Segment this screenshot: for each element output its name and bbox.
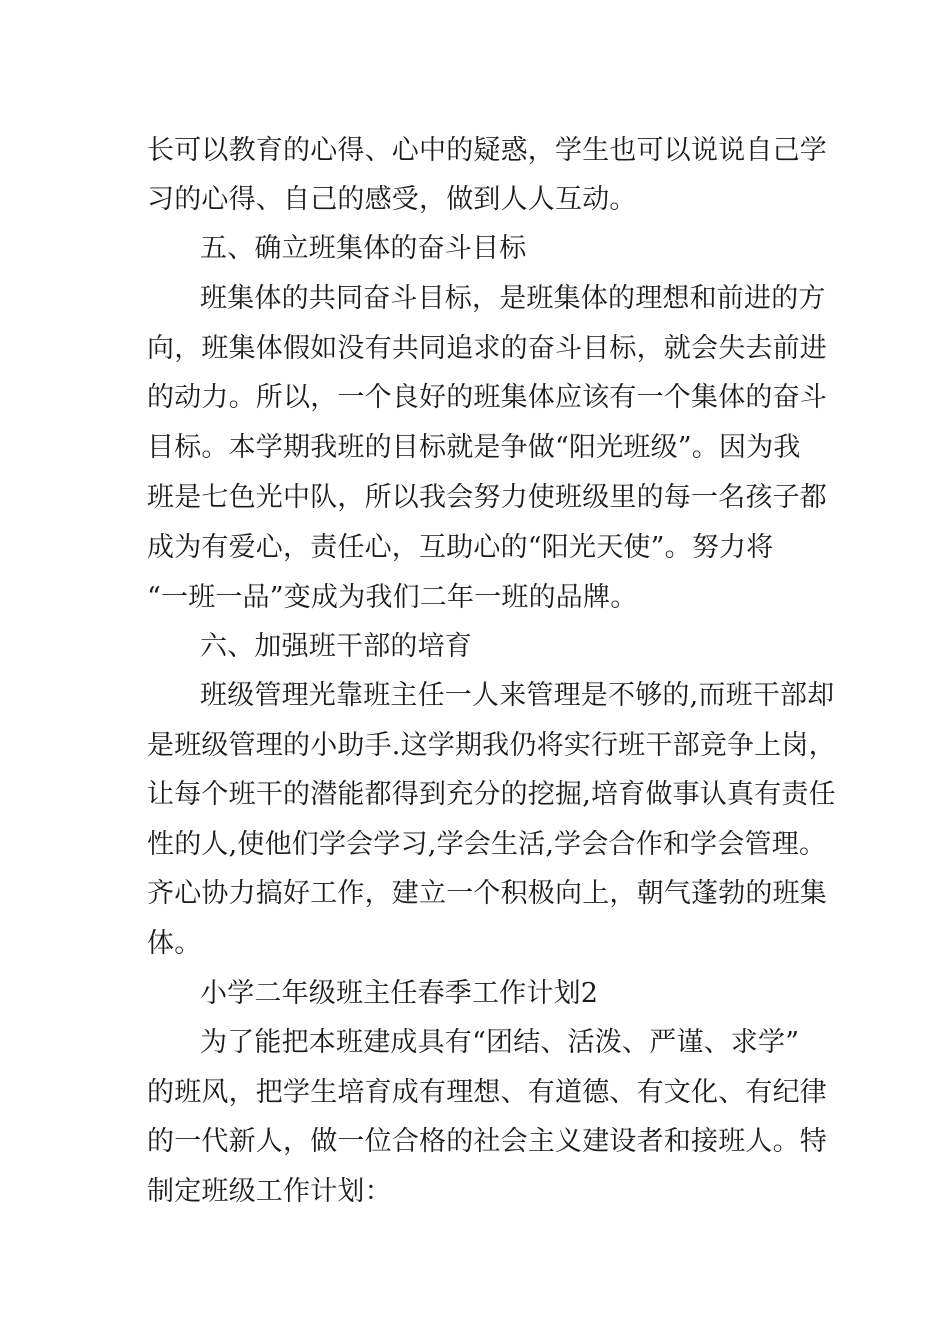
text-line: 制定班级工作计划： <box>147 1176 392 1207</box>
text-line: 体。 <box>147 928 202 959</box>
text-line: 长可以教育的心得、心中的疑惑，学生也可以说说自己学 <box>147 135 827 166</box>
text-line: 向，班集体假如没有共同追求的奋斗目标，就会失去前进 <box>147 333 827 364</box>
text-line: 班集体的共同奋斗目标，是班集体的理想和前进的方 <box>200 283 826 314</box>
text-line: 成为有爱心，责任心，互助心的“阳光天使”。努力将 <box>147 532 774 563</box>
text-line: 让每个班干的潜能都得到充分的挖掘,培育做事认真有责任 <box>147 779 836 810</box>
text-line: 为了能把本班建成具有“团结、活泼、严谨、求学” <box>200 1027 800 1058</box>
text-line: 习的心得、自己的感受，做到人人互动。 <box>147 184 637 215</box>
text-line: 班是七色光中队，所以我会努力使班级里的每一名孩子都 <box>147 482 827 513</box>
text-line: 的动力。所以，一个良好的班集体应该有一个集体的奋斗 <box>147 382 827 413</box>
text-line: 是班级管理的小助手.这学期我仍将实行班干部竞争上岗， <box>147 730 836 761</box>
text-line: 的班风，把学生培育成有理想、有道德、有文化、有纪律 <box>147 1077 827 1108</box>
text-line: 性的人,使他们学会学习,学会生活,学会合作和学会管理。 <box>147 829 827 860</box>
text-line: “一班一品”变成为我们二年一班的品牌。 <box>147 582 638 613</box>
text-line: 的一代新人，做一位合格的社会主义建设者和接班人。特 <box>147 1126 827 1157</box>
text-line: 班级管理光靠班主任一人来管理是不够的,而班干部却 <box>200 680 835 711</box>
section-heading: 六、加强班干部的培育 <box>200 631 472 662</box>
text-line: 目标。本学期我班的目标就是争做“阳光班级”。因为我 <box>147 432 801 463</box>
text-line: 齐心协力搞好工作，建立一个积极向上，朝气蓬勃的班集 <box>147 878 827 909</box>
section-heading: 小学二年级班主任春季工作计划2 <box>200 978 599 1009</box>
section-heading: 五、确立班集体的奋斗目标 <box>200 233 527 264</box>
